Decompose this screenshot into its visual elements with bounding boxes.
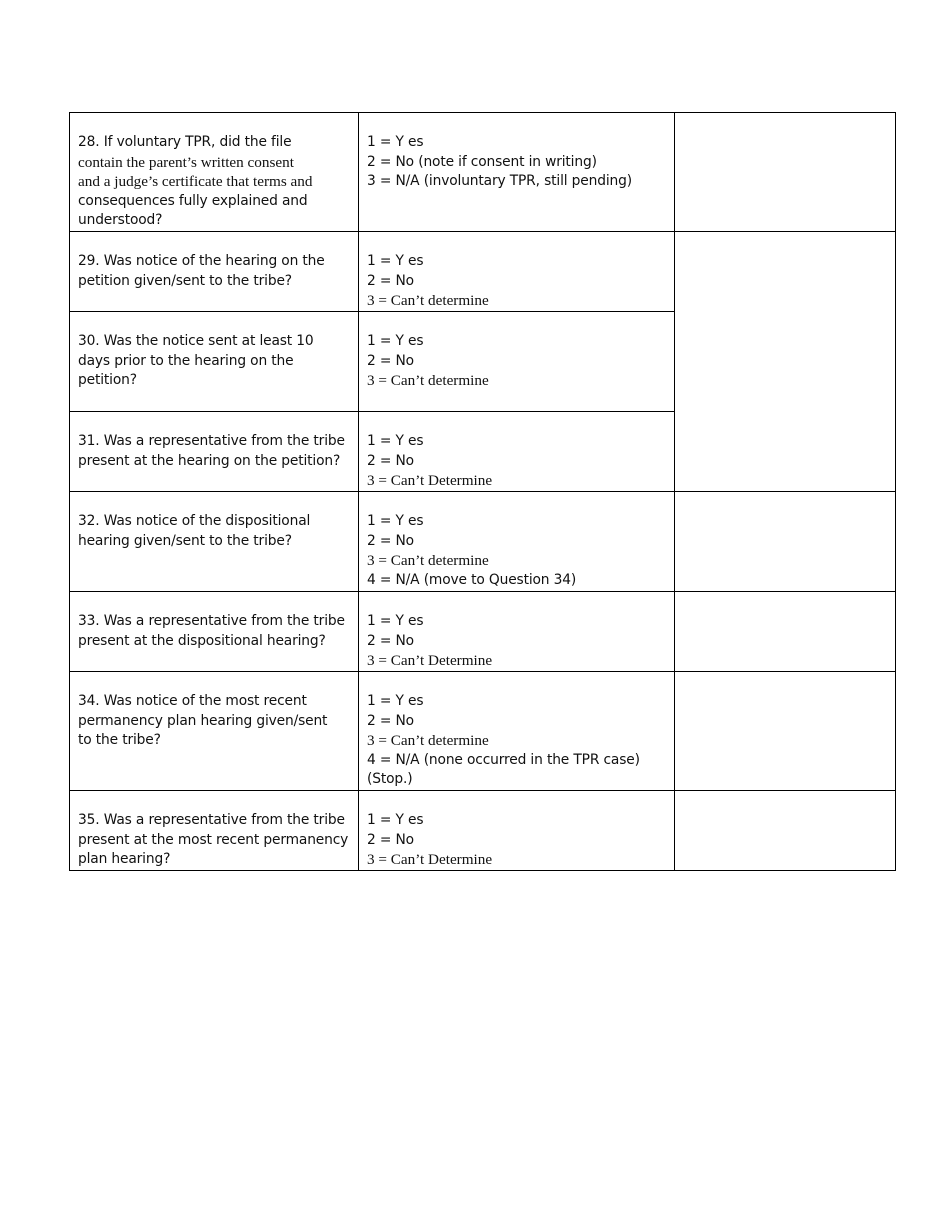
response-cell[interactable]: [675, 672, 896, 791]
response-cell[interactable]: [675, 113, 896, 232]
question-text-line: to the tribe?: [78, 732, 161, 749]
question-row-33: [70, 592, 896, 672]
answer-option: 1 = Y es: [367, 613, 424, 629]
question-cell: [70, 592, 359, 672]
question-cell: [70, 232, 359, 312]
answer-option: 1 = Y es: [367, 513, 424, 529]
answer-options-cell: [359, 672, 675, 791]
question-row-35: [70, 791, 896, 871]
question-text-line: permanency plan hearing given/sent: [78, 712, 328, 729]
question-text-line: present at the dispositional hearing?: [78, 632, 326, 649]
question-row-29: [70, 232, 896, 312]
answer-option: 3 = Can’t Determine: [367, 652, 493, 670]
question-text-line: 35. Was a representative from the tribe: [78, 812, 345, 828]
answer-option: 2 = No: [367, 712, 414, 729]
response-cell[interactable]: [675, 791, 896, 871]
question-text-line: 29. Was notice of the hearing on the: [78, 253, 325, 269]
question-text-line: petition given/sent to the tribe?: [78, 272, 292, 289]
answer-options-cell: [359, 412, 675, 492]
question-row-34: [70, 672, 896, 791]
question-text-line: 30. Was the notice sent at least 10: [78, 333, 314, 349]
question-row-32: [70, 492, 896, 592]
answer-option: 4 = N/A (none occurred in the TPR case): [367, 751, 640, 768]
question-text-line: 31. Was a representative from the tribe: [78, 433, 345, 449]
answer-option: 2 = No (note if consent in writing): [367, 153, 597, 170]
answer-options-cell: [359, 232, 675, 312]
answer-option: 2 = No: [367, 831, 414, 848]
question-text-line: 33. Was a representative from the tribe: [78, 613, 345, 629]
answer-option: 1 = Y es: [367, 253, 424, 269]
answer-options-cell: [359, 791, 675, 871]
question-text-line: and a judge’s certificate that terms and: [78, 173, 313, 191]
question-text-line: 34. Was notice of the most recent: [78, 693, 307, 709]
question-cell: [70, 791, 359, 871]
question-text-line: hearing given/sent to the tribe?: [78, 532, 292, 549]
question-text-line: 32. Was notice of the dispositional: [78, 513, 311, 529]
answer-option: 1 = Y es: [367, 693, 424, 709]
question-cell: [70, 492, 359, 592]
question-cell: [70, 312, 359, 412]
question-cell: [70, 672, 359, 791]
answer-option: 1 = Y es: [367, 433, 424, 449]
question-text-line: present at the hearing on the petition?: [78, 452, 341, 469]
question-text-line: present at the most recent permanency: [78, 831, 349, 848]
question-cell: [70, 113, 359, 232]
response-cell[interactable]: [675, 592, 896, 672]
question-text-line: days prior to the hearing on the: [78, 352, 294, 369]
response-cell-merged[interactable]: [675, 232, 896, 492]
question-cell: [70, 412, 359, 492]
response-cell[interactable]: [675, 492, 896, 592]
questionnaire-table: [69, 112, 896, 871]
answer-option: 3 = Can’t determine: [367, 292, 489, 310]
question-text-line: understood?: [78, 212, 163, 229]
question-text-line: contain the parent’s written consent: [78, 153, 294, 171]
answer-option: 2 = No: [367, 352, 414, 369]
answer-option: 2 = No: [367, 532, 414, 549]
answer-option: 2 = No: [367, 272, 414, 289]
question-text-line: 28. If voluntary TPR, did the file: [78, 134, 292, 150]
question-text-line: plan hearing?: [78, 851, 171, 868]
answer-option: 1 = Y es: [367, 134, 424, 150]
answer-option: 3 = Can’t determine: [367, 372, 489, 390]
answer-option: 3 = Can’t Determine: [367, 472, 493, 490]
answer-option: 3 = Can’t determine: [367, 552, 489, 570]
answer-options-cell: [359, 113, 675, 232]
question-text-line: petition?: [78, 372, 137, 389]
answer-option: 3 = Can’t Determine: [367, 851, 493, 869]
answer-options-cell: [359, 312, 675, 412]
answer-option: (Stop.): [367, 771, 413, 788]
answer-option: 2 = No: [367, 452, 414, 469]
question-text-line: consequences fully explained and: [78, 192, 308, 209]
answer-options-cell: [359, 592, 675, 672]
answer-option: 1 = Y es: [367, 812, 424, 828]
answer-option: 1 = Y es: [367, 333, 424, 349]
answer-option: 2 = No: [367, 632, 414, 649]
answer-options-cell: [359, 492, 675, 592]
question-row-28: [70, 113, 896, 232]
answer-option: 4 = N/A (move to Question 34): [367, 571, 577, 588]
answer-option: 3 = Can’t determine: [367, 732, 489, 750]
answer-option: 3 = N/A (involuntary TPR, still pending): [367, 173, 632, 190]
